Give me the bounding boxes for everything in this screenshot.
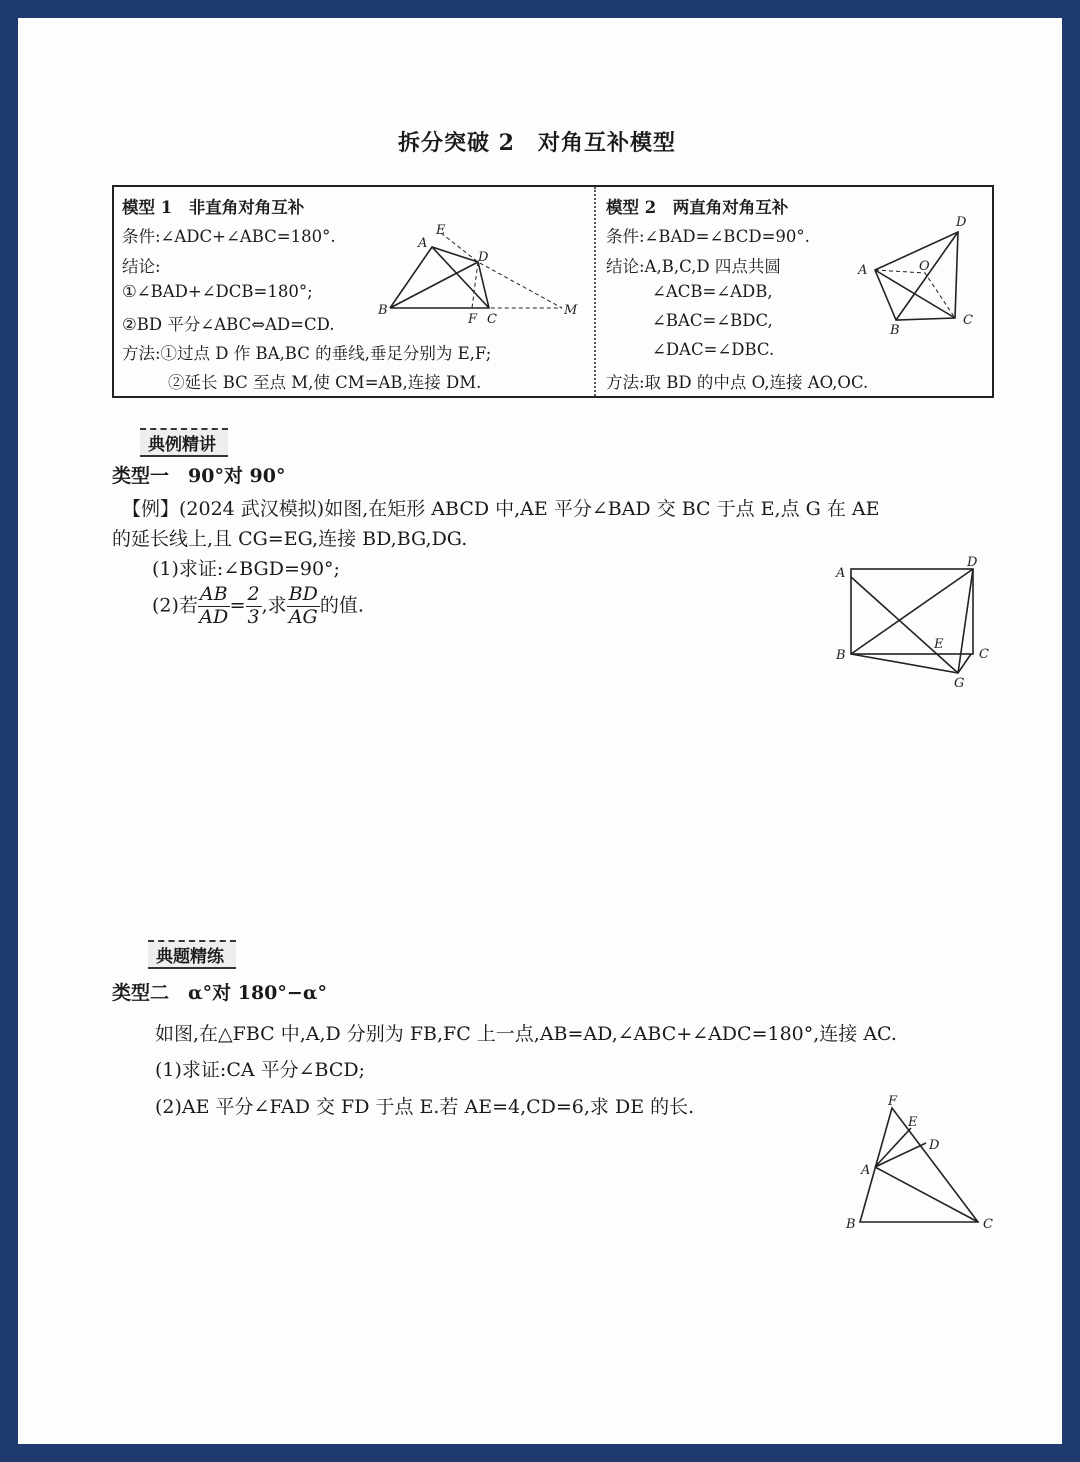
figure-example1 bbox=[851, 569, 973, 673]
label-B: B bbox=[378, 303, 388, 318]
label-A: A bbox=[861, 1163, 871, 1178]
model2-condition: 条件:∠BAD=∠BCD=90°. bbox=[606, 227, 810, 246]
label-D: D bbox=[478, 250, 489, 265]
model2-conclusion: 结论:A,B,C,D 四点共圆 bbox=[606, 257, 781, 276]
exercise-line1: 如图,在△FBC 中,A,D 分别为 FB,FC 上一点,AB=AD,∠ABC+∠ADC=180°,连接 AC. bbox=[155, 1023, 897, 1045]
label-A: A bbox=[858, 263, 868, 278]
label-C: C bbox=[979, 647, 989, 662]
model2-c2: ∠BAC=∠BDC, bbox=[652, 311, 773, 330]
model1-heading: 模型 1 非直角对角互补 bbox=[122, 198, 305, 217]
label-D: D bbox=[956, 215, 967, 230]
model1-conclusion-label: 结论: bbox=[122, 257, 161, 276]
model1-method1: 方法:①过点 D 作 BA,BC 的垂线,垂足分别为 E,F; bbox=[122, 344, 492, 363]
label-F: F bbox=[888, 1094, 898, 1109]
example-q1: (1)求证:∠BGD=90°; bbox=[152, 558, 340, 580]
model1-c1: ①∠BAD+∠DCB=180°; bbox=[122, 282, 313, 301]
label-C: C bbox=[983, 1217, 993, 1232]
q2-suffix: 的值. bbox=[319, 594, 364, 617]
label-A: A bbox=[418, 236, 428, 251]
page-title: 拆分突破 2 对角互补模型 bbox=[398, 130, 676, 156]
label-B: B bbox=[846, 1217, 856, 1232]
label-A: A bbox=[836, 566, 846, 581]
model2-heading: 模型 2 两直角对角互补 bbox=[606, 198, 789, 217]
section2-type: 类型二 α°对 180°−α° bbox=[112, 982, 327, 1004]
exercise-q1: (1)求证:CA 平分∠BCD; bbox=[155, 1059, 366, 1081]
example-q2 bbox=[152, 584, 364, 629]
model2-c3: ∠DAC=∠DBC. bbox=[652, 340, 775, 359]
label-F: F bbox=[468, 312, 478, 327]
example-line2: 的延长线上,且 CG=EG,连接 BD,BG,DG. bbox=[112, 528, 468, 550]
label-E: E bbox=[908, 1115, 918, 1130]
model1-method2: ②延长 BC 至点 M,使 CM=AB,连接 DM. bbox=[168, 373, 482, 392]
model2-c1: ∠ACB=∠ADB, bbox=[652, 282, 773, 301]
exercise-q2: (2)AE 平分∠FAD 交 FD 于点 E.若 AE=4,CD=6,求 DE 的长. bbox=[155, 1096, 695, 1118]
figure-model1 bbox=[390, 233, 562, 308]
label-C: C bbox=[487, 312, 497, 327]
label-O: O bbox=[919, 259, 930, 274]
label-D: D bbox=[967, 555, 978, 570]
q2-mid: ,求 bbox=[261, 594, 287, 617]
label-E: E bbox=[934, 637, 944, 652]
fraction-ab-ad: $\frac{AB}{AD}$ bbox=[199, 583, 229, 628]
label-B: B bbox=[890, 323, 900, 338]
section1-type: 类型一 90°对 90° bbox=[112, 465, 286, 487]
fraction-2-3: $\frac{2}{3}$ bbox=[247, 583, 260, 628]
model2-method: 方法:取 BD 的中点 O,连接 AO,OC. bbox=[606, 373, 869, 392]
model1-c2: ②BD 平分∠ABC⇔AD=CD. bbox=[122, 315, 335, 334]
section2-banner: 典题精练 bbox=[148, 940, 236, 969]
label-D: D bbox=[929, 1138, 940, 1153]
example-line1: 【例】(2024 武汉模拟)如图,在矩形 ABCD 中,AE 平分∠BAD 交 BC 于点 E,点 G 在 AE bbox=[122, 498, 880, 520]
label-E: E bbox=[436, 223, 446, 238]
q2-prefix: (2)若 bbox=[152, 594, 198, 617]
label-M: M bbox=[564, 303, 578, 318]
figure-exercise2 bbox=[860, 1108, 978, 1222]
fraction-bd-ag: $\frac{BD}{AG}$ bbox=[288, 583, 318, 628]
section1-banner: 典例精讲 bbox=[140, 428, 228, 457]
label-B: B bbox=[836, 648, 846, 663]
label-G: G bbox=[954, 676, 965, 691]
figure-model2 bbox=[875, 232, 958, 320]
model1-condition: 条件:∠ADC+∠ABC=180°. bbox=[122, 227, 336, 246]
equals: = bbox=[229, 594, 246, 617]
label-C: C bbox=[963, 313, 973, 328]
